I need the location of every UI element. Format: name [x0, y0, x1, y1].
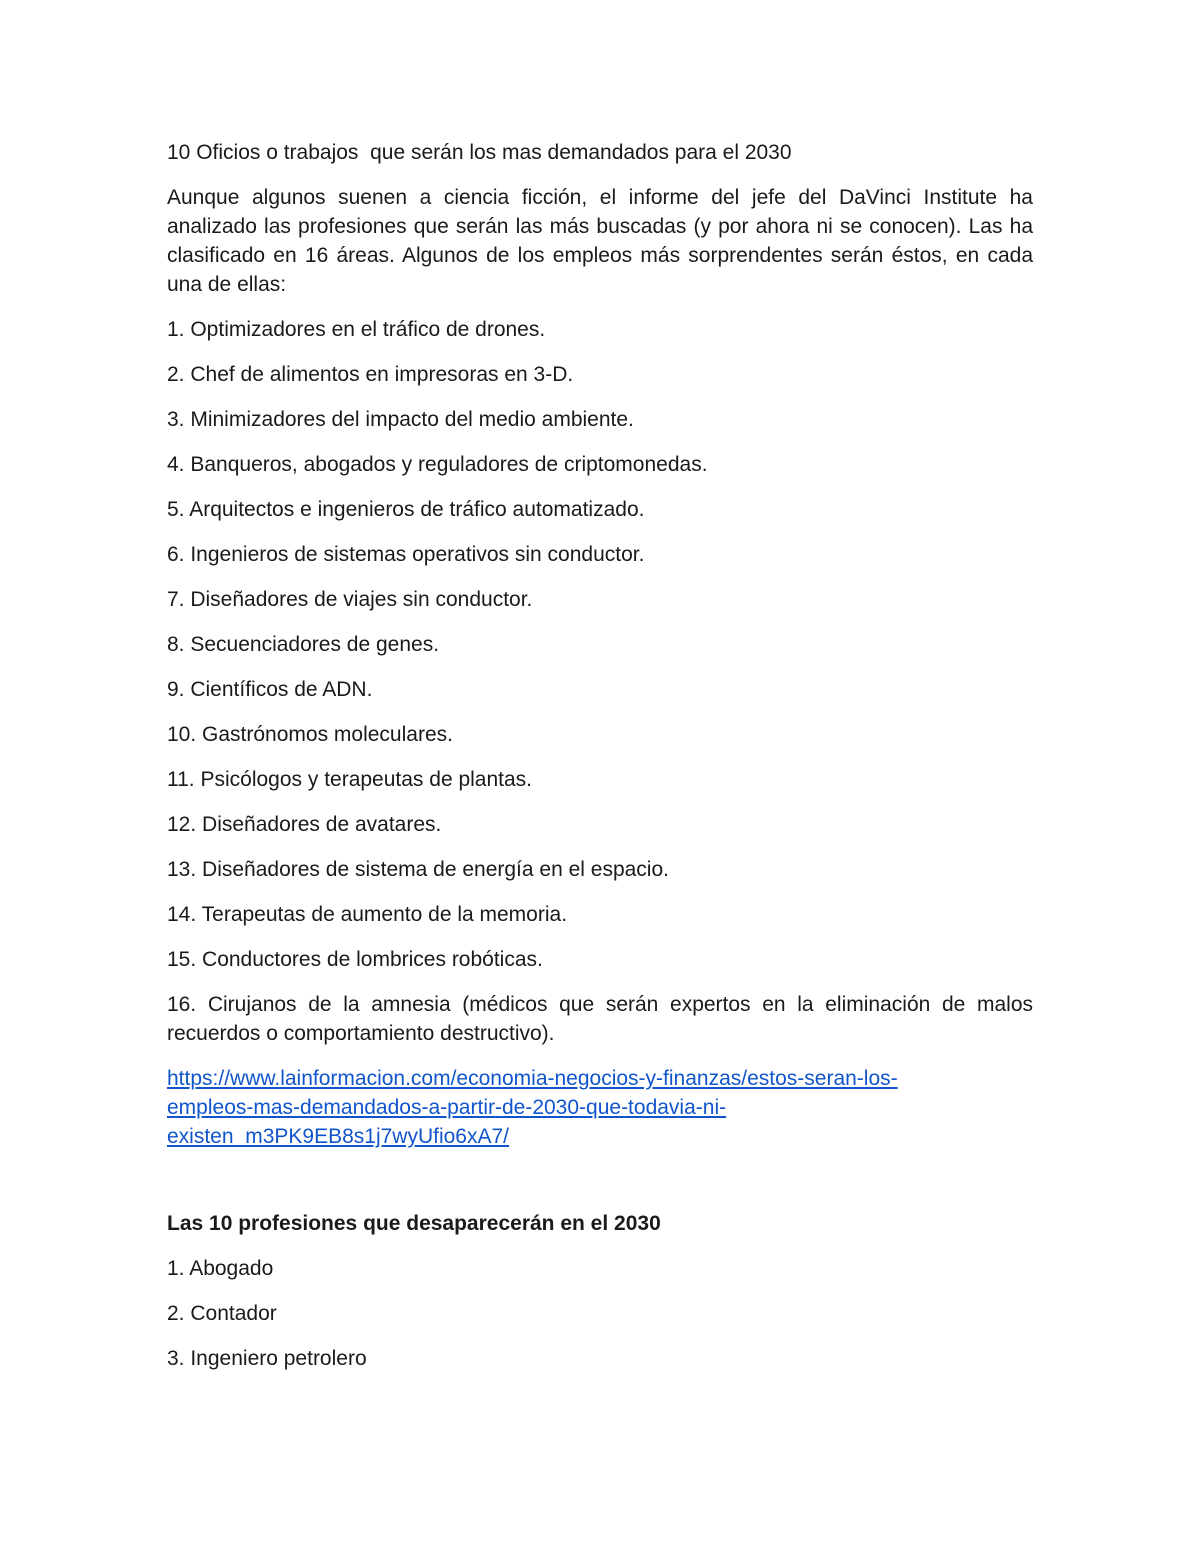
list-item: 13. Diseñadores de sistema de energía en el espacio.	[167, 858, 669, 881]
list-item: 1. Abogado	[167, 1257, 274, 1280]
source-link-line[interactable]: empleos-mas-demandados-a-partir-de-2030-que-todavia-ni-	[167, 1096, 727, 1119]
list-item: 12. Diseñadores de avatares.	[167, 813, 442, 836]
jobs-list	[167, 315, 1033, 1048]
list-item: 7. Diseñadores de viajes sin conductor.	[167, 588, 533, 611]
list-item: 4. Banqueros, abogados y reguladores de criptomonedas.	[167, 453, 708, 476]
intro-paragraph: Aunque algunos suenen a ciencia ficción, el informe del jefe del DaVinci Institute ha analizado las profesiones que serán las más buscadas (y por ahora ni se conocen). Las ha clasificado en 16 áreas. Algunos de los empleos más sorprendentes serán éstos, en cada una de ellas:	[167, 186, 1039, 296]
list-item: 9. Científicos de ADN.	[167, 678, 373, 701]
source-link-line[interactable]: https://www.lainformacion.com/economia-negocios-y-finanzas/estos-seran-los-	[167, 1067, 898, 1090]
disappearing-list	[167, 1254, 1033, 1373]
list-item: 2. Chef de alimentos en impresoras en 3-D.	[167, 363, 574, 386]
list-item: 5. Arquitectos e ingenieros de tráfico automatizado.	[167, 498, 645, 521]
list-item: 15. Conductores de lombrices robóticas.	[167, 948, 543, 971]
list-item: 1. Optimizadores en el tráfico de drones.	[167, 318, 546, 341]
blank-line	[167, 1151, 1033, 1209]
list-item: 3. Ingeniero petrolero	[167, 1347, 367, 1370]
disappearing-heading: Las 10 profesiones que desaparecerán en el 2030	[167, 1212, 661, 1235]
document-title: 10 Oficios o trabajos que serán los mas demandados para el 2030	[167, 141, 792, 164]
source-link-line[interactable]: existen_m3PK9EB8s1j7wyUfio6xA7/	[167, 1125, 510, 1148]
list-item: 16. Cirujanos de la amnesia (médicos que serán expertos en la eliminación de malos recuerdos o comportamiento destructivo).	[167, 993, 1033, 1045]
list-item: 10. Gastrónomos moleculares.	[167, 723, 453, 746]
document-body	[167, 138, 1039, 1389]
list-item: 3. Minimizadores del impacto del medio ambiente.	[167, 408, 634, 431]
source-link[interactable]	[167, 1064, 1033, 1151]
list-item: 2. Contador	[167, 1302, 277, 1325]
list-item: 6. Ingenieros de sistemas operativos sin conductor.	[167, 543, 645, 566]
list-item: 14. Terapeutas de aumento de la memoria.	[167, 903, 568, 926]
list-item: 11. Psicólogos y terapeutas de plantas.	[167, 768, 533, 791]
list-item: 8. Secuenciadores de genes.	[167, 633, 440, 656]
